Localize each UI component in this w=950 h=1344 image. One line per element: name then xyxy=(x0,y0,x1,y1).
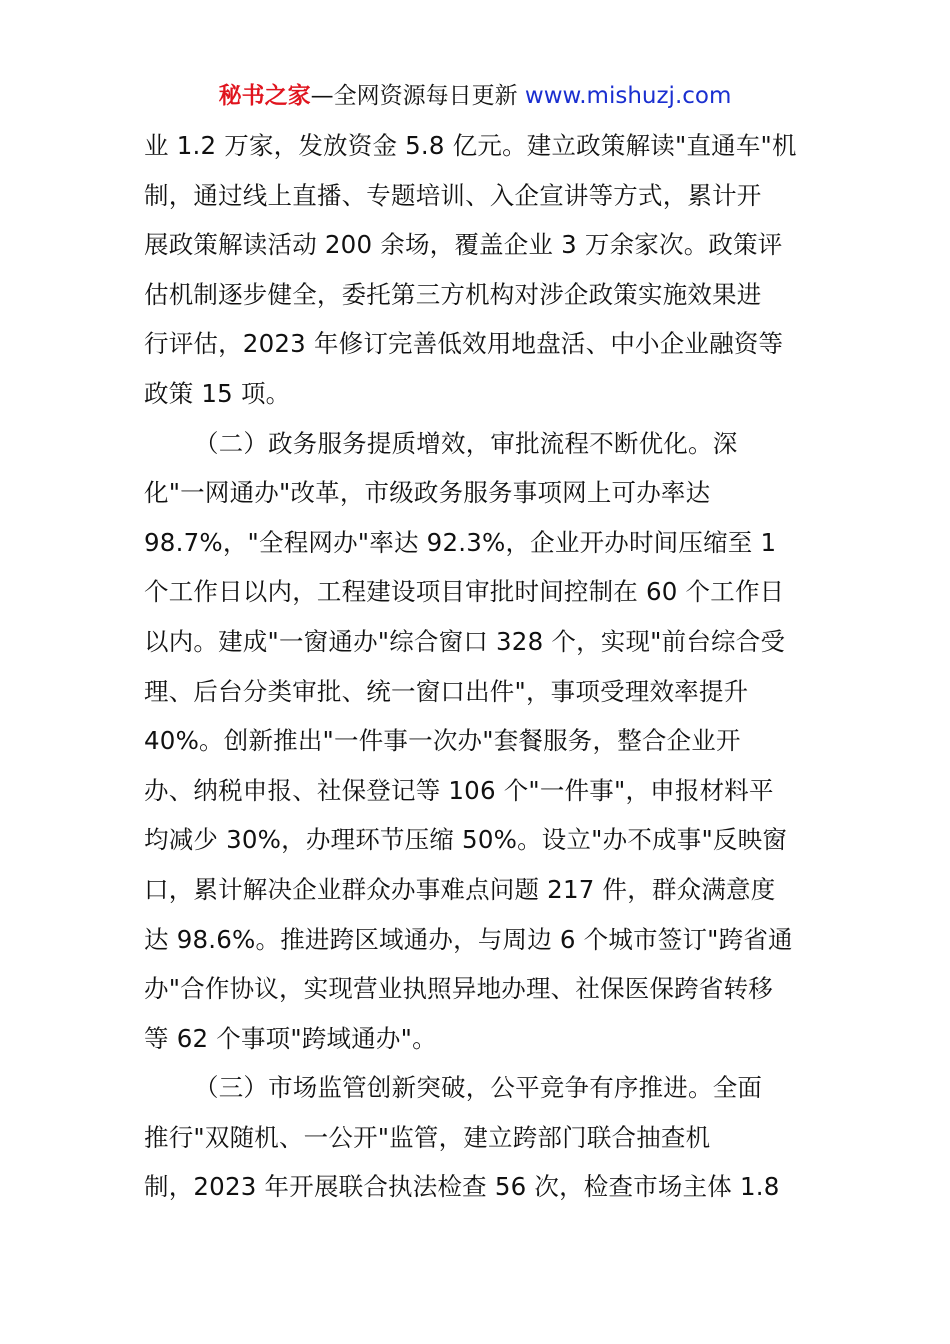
text-line: 政策 15 项。 xyxy=(144,378,291,408)
text-line: 均减少 30%，办理环节压缩 50%。设立"办不成事"反映窗 xyxy=(144,825,788,855)
text-line: 口，累计解决企业群众办事难点问题 217 件，群众满意度 xyxy=(144,874,776,904)
text-line: 估机制逐步健全，委托第三方机构对涉企政策实施效果进 xyxy=(144,279,762,309)
text-line: 化"一网通办"改革，市级政务服务事项网上可办率达 xyxy=(144,478,711,508)
text-line: 业 1.2 万家，发放资金 5.8 亿元。建立政策解读"直通车"机 xyxy=(144,131,797,160)
section-heading-line: （二）政务服务提质增效，审批流程不断优化。深 xyxy=(194,428,738,458)
text-line: 达 98.6%。推进跨区域通办，与周边 6 个城市签订"跨省通 xyxy=(144,924,793,954)
text-line: 个工作日以内，工程建设项目审批时间控制在 60 个工作日 xyxy=(144,577,785,607)
site-brand: 秘书之家 xyxy=(218,83,311,109)
text-line: 推行"双随机、一公开"监管，建立跨部门联合抽查机 xyxy=(144,1122,711,1152)
site-url-link[interactable]: www.mishuzj.com xyxy=(524,83,732,109)
text-line: 行评估，2023 年修订完善低效用地盘活、中小企业融资等 xyxy=(144,329,784,359)
text-line: 办"合作协议，实现营业执照异地办理、社保医保跨省转移 xyxy=(144,974,773,1004)
text-line: 制，通过线上直播、专题培训、入企宣讲等方式，累计开 xyxy=(144,180,762,210)
text-line: 等 62 个事项"跨域通办"。 xyxy=(144,1023,437,1053)
text-line: 98.7%，"全程网办"率达 92.3%，企业开办时间压缩至 1 xyxy=(144,527,777,557)
text-line: 办、纳税申报、社保登记等 106 个"一件事"，申报材料平 xyxy=(144,775,774,805)
text-line: 以内。建成"一窗通办"综合窗口 328 个，实现"前台综合受 xyxy=(144,626,786,656)
text-line: 理、后台分类审批、统一窗口出件"，事项受理效率提升 xyxy=(144,676,749,706)
site-header xyxy=(0,80,950,112)
text-line: 40%。创新推出"一件事一次办"套餐服务，整合企业开 xyxy=(144,726,741,756)
document-body xyxy=(144,121,812,1212)
text-line: 展政策解读活动 200 余场，覆盖企业 3 万余家次。政策评 xyxy=(144,230,783,260)
section-heading-line: （三）市场监管创新突破，公平竞争有序推进。全面 xyxy=(194,1073,763,1103)
site-tagline: —全网资源每日更新 xyxy=(310,83,525,109)
text-line: 制，2023 年开展联合执法检查 56 次，检查市场主体 1.8 xyxy=(144,1172,780,1202)
